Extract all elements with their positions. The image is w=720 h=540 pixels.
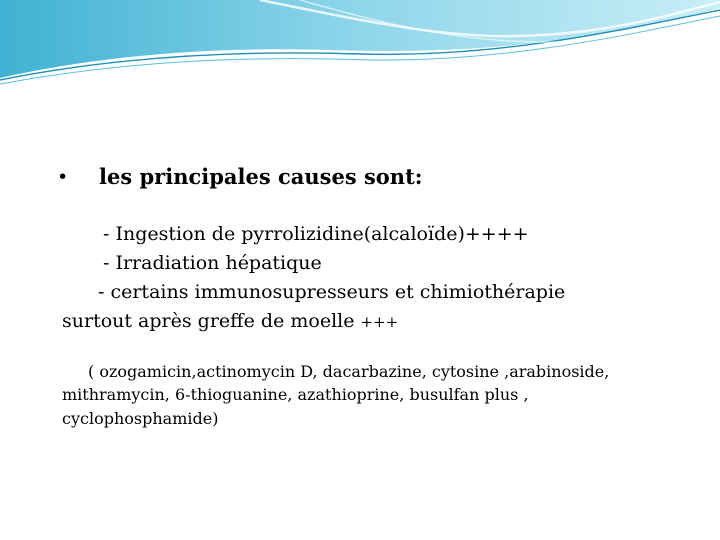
cause-immunosuppressants: - certains immunosupresseurs et chimiothérapie bbox=[98, 281, 566, 303]
bullet-marker: • bbox=[57, 166, 69, 188]
cause-marrow-graft-suffix: +++ bbox=[360, 313, 399, 331]
drug-list-line: ( ozogamicin,actinomycin D, dacarbazine, cytosine ,arabinoside, bbox=[88, 362, 610, 381]
drug-list-line: cyclophosphamide) bbox=[62, 409, 219, 428]
cause-marrow-graft-text: surtout après greffe de moelle bbox=[62, 310, 361, 332]
header-wave-decoration bbox=[0, 0, 720, 100]
cause-marrow-graft bbox=[62, 309, 398, 334]
slide-heading: les principales causes sont: bbox=[99, 164, 423, 189]
drug-list-line: mithramycin, 6-thioguanine, azathioprine, busulfan plus , bbox=[62, 385, 529, 404]
cause-irradiation: - Irradiation hépatique bbox=[103, 252, 322, 274]
cause-ingestion: - Ingestion de pyrrolizidine(alcaloïde)++++ bbox=[103, 223, 529, 245]
